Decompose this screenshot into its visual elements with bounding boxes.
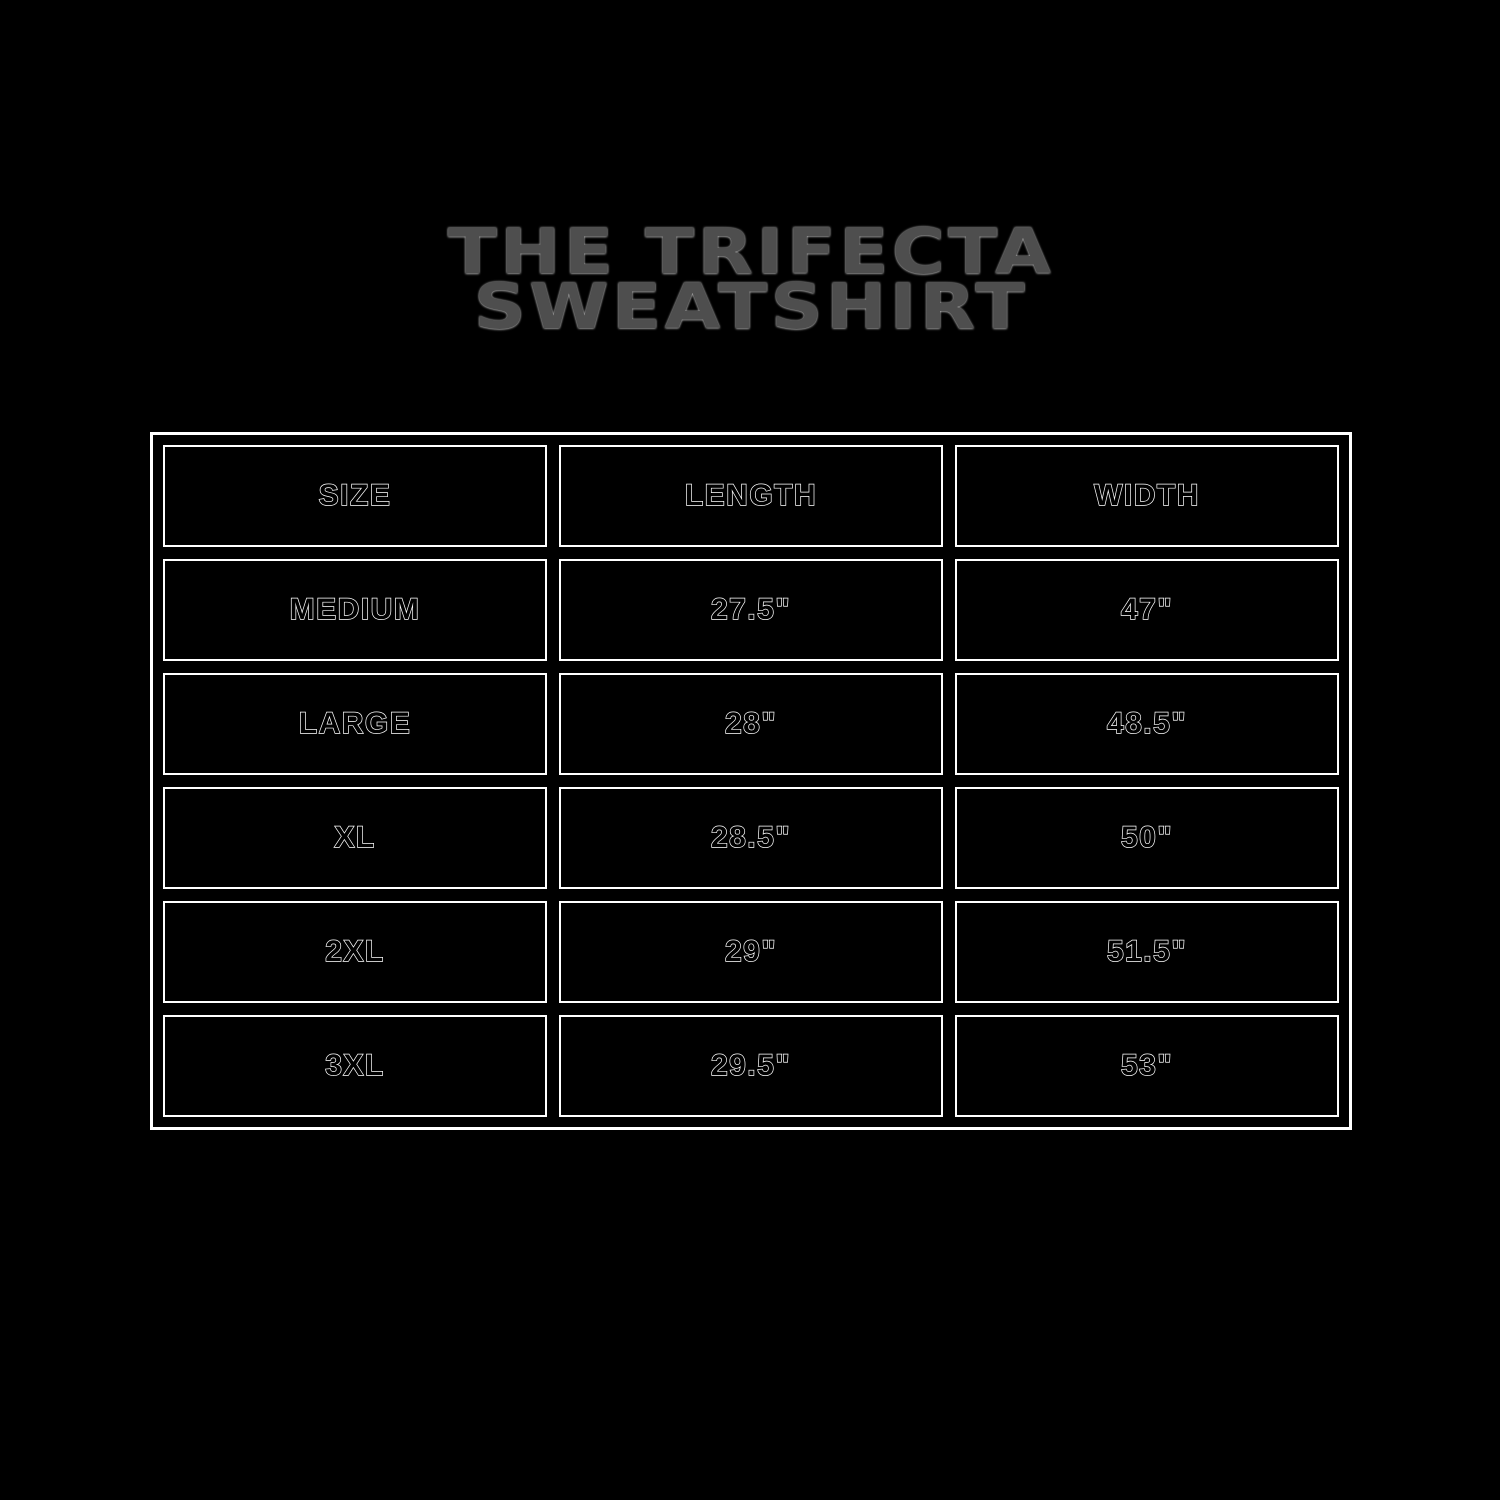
table-cell-length: 28.5" [559,787,943,889]
table-cell-size: 2XL [163,901,547,1003]
table-cell-size: LARGE [163,673,547,775]
product-title-line-2: SWEATSHIRT [473,270,1029,343]
table-cell-width: 51.5" [955,901,1339,1003]
table-cell-width: 48.5" [955,673,1339,775]
table-cell-length: 27.5" [559,559,943,661]
table-cell-size: MEDIUM [163,559,547,661]
table-cell-length: 29" [559,901,943,1003]
table-cell-size: XL [163,787,547,889]
product-title [54,215,1448,343]
table-cell-length: 29.5" [559,1015,943,1117]
product-title-line-1: THE TRIFECTA [447,215,1055,288]
table-cell-width: 53" [955,1015,1339,1117]
table-cell-length: 28" [559,673,943,775]
column-header-size: SIZE [163,445,547,547]
size-chart-table [150,432,1352,1130]
table-cell-width: 47" [955,559,1339,661]
column-header-width: WIDTH [955,445,1339,547]
table-cell-size: 3XL [163,1015,547,1117]
column-header-length: LENGTH [559,445,943,547]
table-cell-width: 50" [955,787,1339,889]
